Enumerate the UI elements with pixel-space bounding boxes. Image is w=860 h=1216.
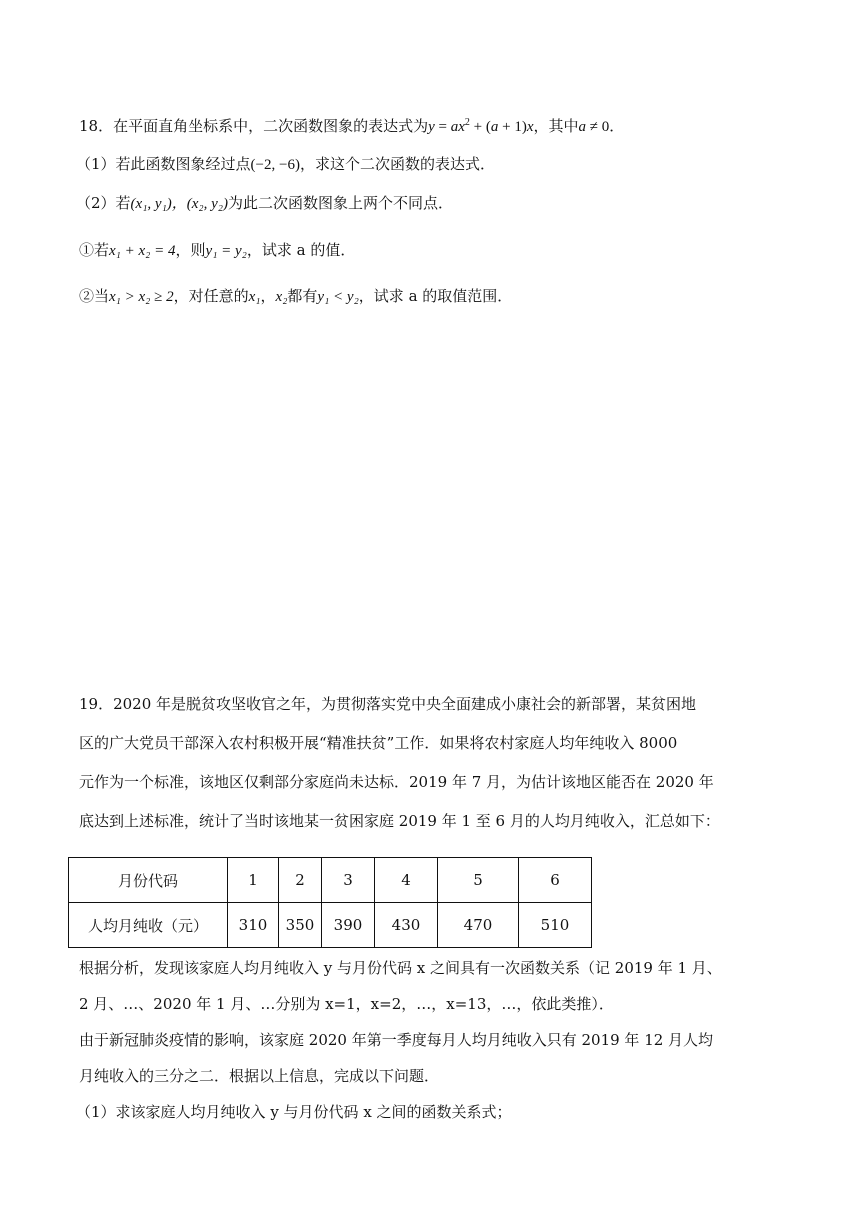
q18-cond-a: a (578, 119, 587, 135)
table-cell: 6 (519, 858, 592, 903)
table-cell: 3 (322, 858, 375, 903)
q18-p2-points: (x₁, y₁)，(x₂, y₂) (130, 196, 229, 212)
q18-p1-point: (−2, −6) (250, 157, 300, 173)
q19-after-4: 月纯收入的三分之二．根据以上信息，完成以下问题． (79, 1067, 440, 1085)
q18-s1-eq2: y₁ = y₂ (205, 243, 247, 259)
q18-s1-text-b: ，则 (175, 241, 206, 259)
table-header-month-code: 月份代码 (69, 858, 228, 903)
q18-s2-ineq: y₁ < y₂ (317, 289, 359, 305)
q18-end: ． (609, 117, 625, 135)
q18-sub2 (79, 286, 512, 307)
table-cell: 510 (519, 903, 592, 948)
table-cell: 4 (375, 858, 438, 903)
q18-p2-text-b: 为此二次函数图象上两个不同点． (228, 194, 454, 212)
q18-p2-text-a: （2）若 (76, 194, 131, 212)
q18-s2-x1: x₁ (248, 289, 261, 305)
q18-formula-ax: ax (450, 119, 465, 135)
q18-cond-ne: ≠ 0 (586, 119, 610, 135)
q19-after-2: 2 月、…、2020 年 1 月、…分别为 x=1，x=2，…，x=13，…，依此类推）． (79, 995, 614, 1013)
q18-p1-text-b: ，求这个二次函数的表达式． (299, 155, 495, 173)
q18-s2-eq: x₁ > x₂ ≥ 2 (109, 289, 174, 305)
table-cell: 390 (322, 903, 375, 948)
q19-line-4: 底达到上述标准，统计了当时该地某一贫困家庭 2019 年 1 至 6 月的人均月纯收入，汇总如下： (79, 812, 720, 830)
q19-line-3: 元作为一个标准，该地区仅剩部分家庭尚未达标．2019 年 7 月，为估计该地区能否在 2020 年 (79, 773, 714, 791)
q18-p1-text-a: （1）若此函数图象经过点 (76, 155, 251, 173)
table-cell: 310 (228, 903, 279, 948)
q18-formula-y: y (428, 119, 435, 135)
q18-formula (428, 119, 533, 135)
table-cell: 2 (279, 858, 322, 903)
table-cell: 430 (375, 903, 438, 948)
q19-after-1: 根据分析，发现该家庭人均月纯收入 y 与月份代码 x 之间具有一次函数关系（记 2019 年 1 月、 (79, 959, 722, 977)
income-table (68, 857, 592, 948)
q18-formula-a2: a (490, 119, 499, 135)
q18-s2-text-e: ，试求 a 的取值范围． (358, 287, 513, 305)
q18-s2-text-b: ，对任意的 (173, 287, 249, 305)
table-cell: 350 (279, 903, 322, 948)
q18-condition (579, 119, 610, 135)
q18-sub1 (79, 240, 355, 261)
table-cell: 5 (438, 858, 519, 903)
q18-mid: ，其中 (533, 117, 579, 135)
table-cell: 470 (438, 903, 519, 948)
q18-s2-text-d: 都有 (287, 287, 318, 305)
table-row (69, 858, 592, 903)
q18-part1 (76, 154, 495, 175)
q19-line-2: 区的广大党员干部深入农村积极开展“精准扶贫”工作．如果将农村家庭人均年纯收入 8000 (79, 734, 678, 752)
q19-part1: （1）求该家庭人均月纯收入 y 与月份代码 x 之间的函数关系式； (76, 1103, 512, 1121)
q18-intro: 18．在平面直角坐标系中，二次函数图象的表达式为 (79, 117, 429, 135)
q18-s2-x2: x₂ (275, 289, 288, 305)
q18-formula-p1: + 1) (498, 119, 527, 135)
table-row (69, 903, 592, 948)
q18-formula-sq: 2 (464, 117, 470, 128)
q18-s1-text-a: ①若 (79, 241, 110, 259)
q18-formula-x: x (526, 119, 534, 135)
q18-s1-text-c: ，试求 a 的值． (246, 241, 356, 259)
table-cell: 1 (228, 858, 279, 903)
q18-formula-eq: = (434, 119, 451, 135)
q18-formula-plus: + ( (469, 119, 491, 135)
q19-after-3: 由于新冠肺炎疫情的影响，该家庭 2020 年第一季度每月人均月纯收入只有 2019 年 12 月人均 (79, 1031, 714, 1049)
q18-s2-text-a: ②当 (79, 287, 110, 305)
q18-stem (79, 116, 624, 137)
q19-line-1: 19．2020 年是脱贫攻坚收官之年，为贯彻落实党中央全面建成小康社会的新部署，某贫困地 (79, 695, 697, 713)
q18-part2 (76, 193, 453, 214)
table-header-income: 人均月纯收（元） (69, 903, 228, 948)
q18-s1-eq1: x₁ + x₂ = 4 (109, 243, 176, 259)
q18-s2-text-c: ， (260, 287, 276, 305)
